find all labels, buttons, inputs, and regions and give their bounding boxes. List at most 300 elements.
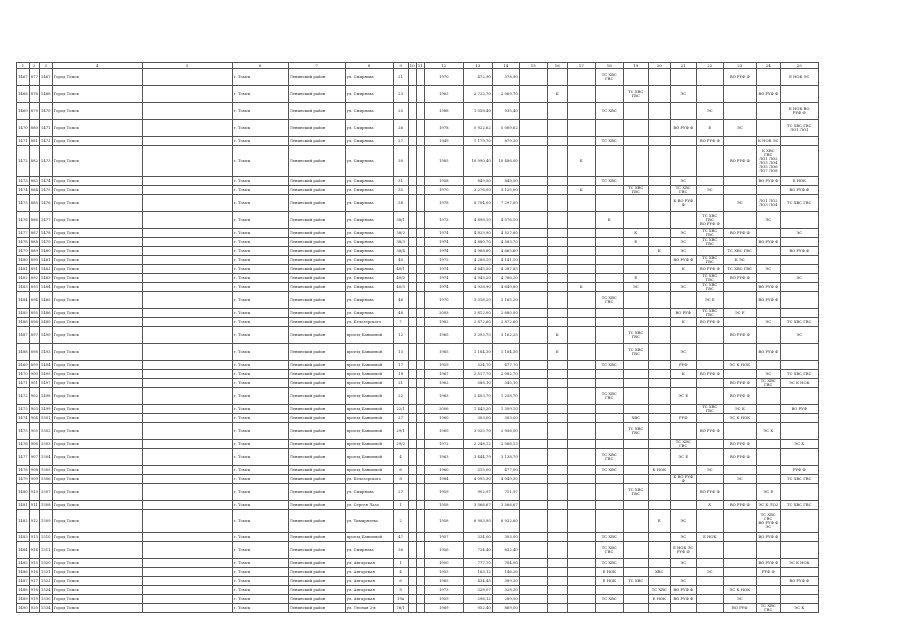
table-cell	[623, 212, 648, 229]
table-cell: 1470	[17, 120, 30, 137]
table-cell	[142, 542, 232, 559]
table-cell: Ленинский район	[288, 604, 345, 613]
table-cell: проезд Баншевой	[345, 327, 393, 344]
table-row	[17, 69, 819, 86]
table-cell	[648, 212, 670, 229]
table-cell: 1524	[39, 586, 52, 595]
table-cell	[547, 361, 567, 370]
table-cell: 1484	[39, 283, 52, 292]
table-cell	[595, 586, 623, 595]
table-cell: 17	[393, 361, 408, 370]
table-cell	[567, 604, 595, 613]
table-cell	[416, 177, 424, 186]
table-cell	[696, 586, 723, 595]
table-cell: 477,00	[492, 466, 519, 475]
table-row	[17, 120, 819, 137]
table-cell: 1486	[39, 309, 52, 318]
table-cell	[780, 388, 818, 405]
table-cell	[547, 195, 567, 212]
table-cell: 1985	[424, 146, 463, 177]
table-cell: г. Томск	[232, 120, 288, 137]
table-cell	[416, 510, 424, 533]
table-cell: 1505	[39, 466, 52, 475]
table-cell	[780, 568, 818, 577]
table-cell: 899	[29, 361, 39, 370]
table-cell	[547, 274, 567, 283]
table-cell: ул. Смирнова	[345, 542, 393, 559]
table-cell: 1508	[39, 501, 52, 510]
table-cell: ТС ХВС ГВС	[623, 344, 648, 361]
table-cell	[408, 120, 416, 137]
table-cell: 1955	[424, 568, 463, 577]
table-cell	[408, 137, 416, 146]
table-cell: 1474	[17, 414, 30, 423]
table-cell	[547, 586, 567, 595]
table-row	[17, 292, 819, 309]
table-cell	[567, 274, 595, 283]
table-row	[17, 238, 819, 247]
table-cell: г. Томск	[232, 256, 288, 265]
table-cell	[547, 309, 567, 318]
table-cell	[142, 484, 232, 501]
table-row	[17, 388, 819, 405]
table-row	[17, 195, 819, 212]
table-cell	[623, 69, 648, 86]
table-cell: 1	[393, 559, 408, 568]
table-cell: Город Томск	[52, 103, 142, 120]
table-cell: ЭС К НОК	[780, 379, 818, 388]
table-cell	[648, 292, 670, 309]
table-cell	[408, 361, 416, 370]
table-cell: 27	[393, 484, 408, 501]
table-cell: 4 095,30	[463, 475, 492, 484]
table-cell: 1970	[424, 186, 463, 195]
table-cell	[416, 414, 424, 423]
table-cell: Город Томск	[52, 475, 142, 484]
table-cell: Е НОК	[595, 568, 623, 577]
table-cell	[623, 466, 648, 475]
table-cell: 4 527,60	[492, 229, 519, 238]
table-cell: 40/3	[393, 283, 408, 292]
table-cell: 1479	[17, 247, 30, 256]
table-cell	[696, 86, 723, 103]
table-cell: Е	[567, 146, 595, 177]
table-cell: 1476	[39, 195, 52, 212]
table-cell: г. Томск	[232, 484, 288, 501]
table-cell: 515,00	[463, 466, 492, 475]
table-cell: 1474	[17, 186, 30, 195]
table-cell	[670, 212, 696, 229]
table-cell	[595, 195, 623, 212]
table-cell	[519, 86, 547, 103]
table-cell: Ленинский район	[288, 510, 345, 533]
table-cell	[142, 361, 232, 370]
table-cell	[142, 256, 232, 265]
table-cell: РУФ	[670, 361, 696, 370]
table-cell: К	[648, 247, 670, 256]
table-cell	[547, 256, 567, 265]
table-cell: Город Томск	[52, 229, 142, 238]
table-cell: 1972	[424, 440, 463, 449]
table-cell	[670, 292, 696, 309]
table-cell: ТС ХВС ГВС	[780, 370, 818, 379]
table-cell	[567, 309, 595, 318]
table-cell	[408, 559, 416, 568]
table-cell	[623, 146, 648, 177]
table-cell	[547, 379, 567, 388]
table-cell: Ленинский район	[288, 283, 345, 292]
table-cell: ТС ХВС ГВС	[780, 195, 818, 212]
table-row	[17, 595, 819, 604]
table-cell: ТС ХВС	[595, 103, 623, 120]
table-row	[17, 318, 819, 327]
table-row	[17, 327, 819, 344]
table-cell: Город Томск	[52, 274, 142, 283]
table-cell	[648, 177, 670, 186]
table-cell	[408, 318, 416, 327]
table-cell	[547, 177, 567, 186]
table-cell: г. Томск	[232, 559, 288, 568]
table-cell: 7	[393, 318, 408, 327]
table-cell	[623, 379, 648, 388]
table-cell: Город Томск	[52, 238, 142, 247]
column-number-header: 19	[623, 63, 648, 69]
table-cell	[519, 137, 547, 146]
table-row	[17, 146, 819, 177]
table-cell: г. Томск	[232, 414, 288, 423]
table-cell: 1958	[424, 510, 463, 533]
table-cell	[623, 370, 648, 379]
table-cell: 4 665,60	[492, 247, 519, 256]
table-cell	[595, 238, 623, 247]
table-cell: Ленинский район	[288, 186, 345, 195]
table-cell	[519, 466, 547, 475]
table-cell	[567, 229, 595, 238]
table-row	[17, 344, 819, 361]
table-cell: ЭС Е	[670, 388, 696, 405]
table-cell	[595, 414, 623, 423]
table-cell	[696, 146, 723, 177]
table-cell	[547, 568, 567, 577]
table-cell	[780, 542, 818, 559]
table-cell	[648, 370, 670, 379]
table-cell: 1483	[17, 283, 30, 292]
table-cell: 76/1	[393, 604, 408, 613]
table-cell: 1973	[424, 212, 463, 229]
table-cell	[696, 595, 723, 604]
table-cell	[408, 510, 416, 533]
table-cell: проезд Баншевой	[345, 533, 393, 542]
table-cell: Ленинский район	[288, 379, 345, 388]
table-cell	[780, 146, 818, 177]
table-cell: 881	[29, 137, 39, 146]
table-cell: 303,00	[463, 414, 492, 423]
table-cell	[696, 69, 723, 86]
table-cell: ТС ХВС ГВС	[623, 423, 648, 440]
table-cell: Город Томск	[52, 484, 142, 501]
table-cell: 905	[29, 423, 39, 440]
table-cell	[142, 309, 232, 318]
table-cell	[142, 379, 232, 388]
table-cell: 1	[393, 501, 408, 510]
table-cell: Ленинский район	[288, 229, 345, 238]
table-row	[17, 559, 819, 568]
table-cell: К	[696, 501, 723, 510]
table-cell: 38/3	[393, 238, 408, 247]
table-cell	[567, 501, 595, 510]
table-cell: ВО РУФ Ф	[723, 501, 756, 510]
table-cell: Город Томск	[52, 370, 142, 379]
table-cell	[623, 137, 648, 146]
table-cell: ул. Смирнова	[345, 177, 393, 186]
table-cell	[696, 604, 723, 613]
table-cell: 907	[29, 449, 39, 466]
table-cell	[142, 475, 232, 484]
table-cell: ул. Смирнова	[345, 69, 393, 86]
table-cell: ЭС Е	[696, 292, 723, 309]
table-cell	[723, 344, 756, 361]
table-cell: г. Томск	[232, 423, 288, 440]
table-cell	[519, 238, 547, 247]
table-cell: ЭС Е	[756, 484, 780, 501]
table-cell: 724,40	[463, 542, 492, 559]
table-cell	[648, 484, 670, 501]
table-cell: ТС ХВС ГВС	[696, 256, 723, 265]
table-cell: ВО РУФ Ф	[780, 577, 818, 586]
table-cell	[623, 595, 648, 604]
table-cell	[408, 103, 416, 120]
table-cell	[595, 344, 623, 361]
table-cell	[519, 186, 547, 195]
table-cell: Город Томск	[52, 344, 142, 361]
table-cell: 1503	[39, 440, 52, 449]
table-cell: проезд Баншевой	[345, 440, 393, 449]
table-cell	[519, 475, 547, 484]
table-cell: Город Томск	[52, 177, 142, 186]
table-cell	[142, 559, 232, 568]
table-cell: Город Томск	[52, 405, 142, 414]
table-cell	[696, 327, 723, 344]
table-cell: 1475	[17, 195, 30, 212]
table-cell: К	[670, 265, 696, 274]
table-cell: 1520	[39, 559, 52, 568]
table-cell: ЭС Е	[670, 449, 696, 466]
table-cell: 913	[29, 533, 39, 542]
table-cell: 1504	[39, 449, 52, 466]
table-cell: 1969	[424, 604, 463, 613]
table-cell: 19а	[393, 595, 408, 604]
table-cell: Город Томск	[52, 510, 142, 533]
table-row	[17, 361, 819, 370]
table-cell	[142, 292, 232, 309]
table-cell: 1477	[17, 229, 30, 238]
table-cell: ЭС К НОК	[723, 586, 756, 595]
table-cell: г. Томск	[232, 283, 288, 292]
table-cell: 886	[29, 212, 39, 229]
table-cell: г. Томск	[232, 361, 288, 370]
table-cell	[142, 440, 232, 449]
table-cell	[567, 568, 595, 577]
table-cell: Город Томск	[52, 283, 142, 292]
table-cell	[519, 69, 547, 86]
table-cell: г. Томск	[232, 137, 288, 146]
table-cell: ЭС	[670, 344, 696, 361]
table-cell: 1970	[424, 69, 463, 86]
table-cell	[547, 559, 567, 568]
table-row	[17, 86, 819, 103]
table-cell	[648, 146, 670, 177]
table-cell	[567, 475, 595, 484]
table-cell	[595, 86, 623, 103]
table-cell: 1479	[17, 475, 30, 484]
table-cell: 4 880,70	[463, 238, 492, 247]
table-cell: проезд Баншевой	[345, 405, 393, 414]
table-cell: ТС ХВС ГВС	[670, 440, 696, 449]
table-cell: 3 125,00	[492, 186, 519, 195]
table-cell: 4 141,10	[492, 256, 519, 265]
table-cell: 2 722,70	[463, 86, 492, 103]
table-cell: К НОК	[648, 466, 670, 475]
table-cell: проезд Баншевой	[345, 449, 393, 466]
table-cell	[670, 379, 696, 388]
table-cell	[567, 510, 595, 533]
table-cell: Ленинский район	[288, 449, 345, 466]
table-cell	[648, 388, 670, 405]
table-cell: г. Томск	[232, 103, 288, 120]
table-cell: 1534	[39, 604, 52, 613]
table-cell: 1506	[39, 475, 52, 484]
table-cell: г. Томск	[232, 292, 288, 309]
table-cell: 18	[393, 370, 408, 379]
table-cell: Город Томск	[52, 361, 142, 370]
table-cell: Ленинский район	[288, 475, 345, 484]
table-cell: г. Томск	[232, 449, 288, 466]
table-cell: ВО РУФ	[723, 604, 756, 613]
table-cell: 30	[393, 146, 408, 177]
table-cell	[595, 120, 623, 137]
table-cell: 303,00	[492, 414, 519, 423]
table-cell: ул. Смирнова	[345, 283, 393, 292]
table-cell	[416, 449, 424, 466]
table-cell	[723, 292, 756, 309]
table-cell: 1 184,30	[492, 344, 519, 361]
table-cell: г. Томск	[232, 146, 288, 177]
table-cell: ВО РУФ Ф	[696, 265, 723, 274]
table-cell: 1484	[17, 292, 30, 309]
table-cell	[416, 595, 424, 604]
table-cell	[723, 238, 756, 247]
table-cell	[142, 344, 232, 361]
table-cell	[567, 388, 595, 405]
table-cell	[648, 449, 670, 466]
table-cell: 1974	[424, 247, 463, 256]
table-cell	[547, 440, 567, 449]
table-cell: 2 248,12	[463, 440, 492, 449]
table-cell: ул. Смирнова	[345, 86, 393, 103]
table-cell	[648, 440, 670, 449]
table-cell: 38/4	[393, 247, 408, 256]
table-cell	[756, 388, 780, 405]
table-cell: 916	[29, 568, 39, 577]
table-row	[17, 137, 819, 146]
table-cell: Ленинский район	[288, 247, 345, 256]
table-cell: г. Томск	[232, 577, 288, 586]
table-cell: ЛО1 ЛО2 ЛО3 ЛО4	[756, 195, 780, 212]
table-cell: ЭС	[780, 327, 818, 344]
table-cell	[648, 533, 670, 542]
table-cell: 869,00	[492, 604, 519, 613]
table-cell: 1501	[39, 414, 52, 423]
table-cell: ВО РУФ	[670, 309, 696, 318]
table-cell: 1974	[424, 274, 463, 283]
table-cell: 10 486,00	[492, 146, 519, 177]
table-cell: Ленинский район	[288, 86, 345, 103]
table-cell	[547, 292, 567, 309]
table-cell: ул. Смирнова	[345, 195, 393, 212]
table-cell	[547, 466, 567, 475]
table-cell: 1487	[17, 577, 30, 586]
table-row	[17, 379, 819, 388]
table-cell: ул. Тимирязева	[345, 510, 393, 533]
table-cell	[547, 120, 567, 137]
table-cell: ЭС	[780, 274, 818, 283]
table-cell	[567, 440, 595, 449]
table-cell	[547, 484, 567, 501]
table-cell: ВО РУФ Ф	[696, 370, 723, 379]
table-cell: г. Томск	[232, 440, 288, 449]
table-row	[17, 533, 819, 542]
table-cell: 3 138,70	[492, 449, 519, 466]
table-cell: Город Томск	[52, 186, 142, 195]
table-cell: ТС ХВС ГВС	[623, 484, 648, 501]
table-cell: 915	[29, 559, 39, 568]
table-cell: 888	[29, 238, 39, 247]
table-cell: К	[623, 229, 648, 238]
table-cell	[670, 501, 696, 510]
table-cell: ЭС	[696, 103, 723, 120]
table-row	[17, 247, 819, 256]
table-cell: ул. Ангарская	[345, 577, 393, 586]
table-cell	[408, 86, 416, 103]
table-cell	[567, 586, 595, 595]
table-cell	[416, 195, 424, 212]
table-cell: 884	[29, 186, 39, 195]
table-cell: 1467	[39, 69, 52, 86]
table-cell: ТС ХВС	[595, 177, 623, 186]
table-cell: ТС ХВС ГВС	[595, 542, 623, 559]
table-cell: 632,40	[492, 542, 519, 559]
table-cell	[416, 604, 424, 613]
table-cell: ул. Ангарская	[345, 568, 393, 577]
table-cell	[756, 466, 780, 475]
table-cell	[416, 344, 424, 361]
table-cell: 31	[393, 177, 408, 186]
table-cell	[416, 292, 424, 309]
table-cell: ул. Смирнова	[345, 265, 393, 274]
table-cell	[623, 120, 648, 137]
table-cell: 8	[393, 586, 408, 595]
table-cell: 1471	[17, 137, 30, 146]
table-cell	[416, 475, 424, 484]
table-cell	[756, 361, 780, 370]
table-cell: г. Томск	[232, 309, 288, 318]
table-cell	[408, 484, 416, 501]
table-cell	[623, 177, 648, 186]
table-cell: 4 288,10	[463, 256, 492, 265]
table-cell: ЭС К	[756, 423, 780, 440]
table-cell: ВО РУФ Ф	[756, 292, 780, 309]
table-cell: ул. Ангарская	[345, 586, 393, 595]
